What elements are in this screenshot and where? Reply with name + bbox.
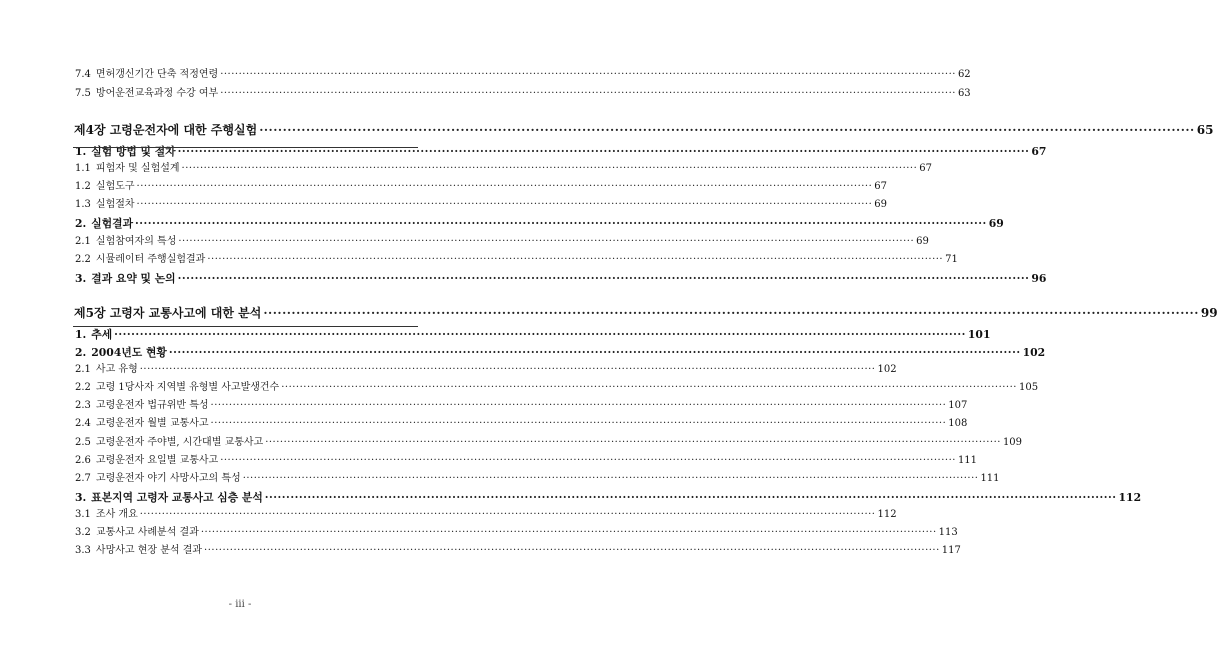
toc-entry-title: 방어운전교육과정 수강 여부 [95, 88, 219, 99]
dot-leader: ········································································································································································································ [139, 509, 876, 520]
toc-entry-page: 111 [980, 473, 1000, 484]
toc-entry-page: 62 [957, 69, 971, 80]
toc-entry-page: 112 [877, 509, 897, 520]
toc-entry-title: 고령운전자 요일별 교통사고 [95, 455, 219, 466]
toc-entry-page: 108 [948, 418, 968, 429]
toc-entry-page: 117 [941, 545, 961, 556]
toc-entry [75, 327, 991, 342]
toc-entry-title: 실험참여자의 특성 [95, 236, 177, 247]
dot-leader: ········································································································································································································ [264, 491, 1117, 504]
toc-entry-title: 고령운전자 월별 교통사고 [95, 418, 209, 429]
toc-entry-number: 3.3 [75, 545, 91, 556]
toc-entry [75, 363, 897, 377]
toc-entry-number: 3. [75, 272, 87, 285]
toc-entry-number: 2.2 [75, 254, 91, 265]
toc-entry-number: 2.2 [75, 382, 91, 393]
toc-entry-page: 69 [916, 236, 929, 247]
toc-entry-number: 2. [75, 217, 87, 230]
dot-leader: ········································································································································································································ [178, 236, 915, 247]
dot-leader: ········································································································································································································ [263, 306, 1199, 320]
toc-entry-page: 102 [1022, 346, 1046, 359]
toc-entry-number: 1.1 [75, 163, 91, 174]
toc-entry [75, 87, 971, 101]
toc-entry-title: 실험결과 [91, 217, 133, 230]
dot-leader: ········································································································································································································ [168, 346, 1021, 359]
dot-leader: ········································································································································································································ [177, 272, 1030, 285]
dot-leader: ········································································································································································································ [220, 455, 956, 466]
toc-entry [75, 381, 1039, 395]
toc-entry-number: 2.6 [75, 455, 91, 466]
toc-entry-title: 사망사고 현장 분석 결과 [95, 545, 203, 556]
toc-entry-title: 표본지역 고령자 교통사고 심층 분석 [91, 491, 263, 504]
toc-entry [74, 122, 1214, 138]
dot-leader: ········································································································································································································ [210, 400, 947, 411]
toc-entry-page: 113 [938, 527, 958, 538]
toc-entry-title: 조사 개요 [95, 509, 138, 520]
toc-entry-page: 67 [919, 163, 933, 174]
toc-entry-title: 피험자 및 실험설계 [95, 163, 180, 174]
dot-leader: ········································································································································································································ [220, 88, 956, 99]
toc-entry-page: 111 [957, 455, 978, 466]
toc-entry [74, 305, 1218, 321]
toc-entry [75, 490, 1142, 505]
toc-entry-page: 63 [957, 88, 971, 99]
toc-entry-title: 고령운전자 주야별, 시간대별 교통사고 [95, 437, 264, 448]
toc-entry-number: 7.4 [75, 69, 91, 80]
toc-entry-title: 결과 요약 및 논의 [91, 272, 176, 285]
toc-entry-title: 사고 유형 [95, 364, 138, 375]
toc-entry-number: 2.7 [75, 473, 91, 484]
dot-leader: ········································································································································································································ [210, 418, 947, 429]
dot-leader: ········································································································································································································ [265, 437, 1001, 448]
toc-entry-page: 109 [1002, 437, 1023, 448]
dot-leader: ········································································································································································································ [220, 69, 956, 80]
toc-entry-number: 1.2 [75, 181, 91, 192]
toc-entry [75, 216, 1004, 231]
toc-entry [75, 198, 888, 212]
toc-entry-number: 1. [75, 145, 87, 158]
toc-entry-page: 67 [874, 181, 888, 192]
toc-entry [75, 271, 1047, 286]
toc-entry-number: 1. [75, 328, 87, 341]
toc-entry [75, 345, 1046, 360]
toc-entry-page: 69 [874, 199, 888, 210]
toc-entry [75, 162, 933, 176]
toc-entry-title: 면허갱신기간 단축 적정연령 [95, 69, 219, 80]
toc-entry-page: 112 [1118, 491, 1142, 504]
dot-leader: ········································································································································································································ [135, 217, 987, 230]
dot-leader: ········································································································································································································ [207, 254, 944, 265]
toc-entry [75, 508, 897, 522]
dot-leader: ········································································································································································································ [204, 545, 940, 556]
toc-entry [75, 436, 1023, 450]
toc-entry-title: 시뮬레이터 주행실험결과 [95, 254, 206, 265]
toc-entry-title: 추세 [91, 328, 113, 341]
toc-entry-title: 고령운전자 법규위반 특성 [95, 400, 209, 411]
toc-entry-title: 실험 방법 및 절차 [91, 145, 176, 158]
toc-entry [75, 454, 978, 468]
toc-entry-title: 제4장 고령운전자에 대한 주행실험 [74, 123, 258, 137]
dot-leader: ········································································································································································································ [114, 328, 966, 341]
dot-leader: ········································································································································································································ [200, 527, 937, 538]
dot-leader: ········································································································································································································ [177, 145, 1030, 158]
toc-entry [75, 68, 971, 82]
toc-entry [75, 417, 968, 431]
toc-entry-number: 1.3 [75, 199, 91, 210]
dot-leader: ········································································································································································································ [259, 123, 1195, 137]
toc-entry-number: 2.3 [75, 400, 91, 411]
toc-entry [75, 253, 958, 267]
toc-entry [75, 472, 1000, 486]
toc-entry-title: 실험절차 [95, 199, 135, 210]
toc-entry-number: 3. [75, 491, 87, 504]
toc-entry-number: 3.1 [75, 509, 91, 520]
toc-entry-title: 2004년도 현황 [91, 346, 167, 359]
toc-entry-title: 고령 1당사자 지역별 유형별 사고발생건수 [95, 382, 280, 393]
toc-entry [75, 180, 888, 194]
toc-entry [75, 399, 968, 413]
toc-entry-title: 교통사고 사례분석 결과 [95, 527, 199, 538]
toc-entry [75, 544, 961, 558]
toc-entry-number: 2.4 [75, 418, 91, 429]
toc-entry-number: 2.1 [75, 364, 91, 375]
chapter-5-divider [73, 326, 418, 327]
chapter-4-divider [73, 147, 418, 148]
dot-leader: ········································································································································································································ [242, 473, 979, 484]
dot-leader: ········································································································································································································ [181, 163, 918, 174]
toc-entry-page: 102 [877, 364, 897, 375]
dot-leader: ········································································································································································································ [139, 364, 876, 375]
toc-entry-page: 71 [945, 254, 958, 265]
toc-entry-page: 99 [1200, 306, 1218, 320]
dot-leader: ········································································································································································································ [136, 181, 873, 192]
toc-entry-page: 101 [967, 328, 991, 341]
toc-entry-page: 107 [948, 400, 968, 411]
dot-leader: ········································································································································································································ [136, 199, 873, 210]
toc-entry-number: 2. [75, 346, 87, 359]
toc-entry [75, 526, 958, 540]
toc-entry-page: 67 [1031, 145, 1047, 158]
toc-entry-number: 3.2 [75, 527, 91, 538]
toc-entry-number: 2.5 [75, 437, 91, 448]
page-number: - iii - [228, 599, 252, 610]
toc-entry-page: 105 [1018, 382, 1039, 393]
toc-entry-page: 65 [1196, 123, 1214, 137]
toc-entry-page: 96 [1031, 272, 1047, 285]
toc-entry-title: 제5장 고령자 교통사고에 대한 분석 [74, 306, 262, 320]
dot-leader: ········································································································································································································ [281, 382, 1017, 393]
toc-entry-number: 2.1 [75, 236, 91, 247]
toc-entry-page: 69 [988, 217, 1004, 230]
toc-entry-title: 실험도구 [95, 181, 135, 192]
toc-entry-number: 7.5 [75, 88, 91, 99]
toc-entry [75, 235, 929, 249]
toc-entry-title: 고령운전자 야기 사망사고의 특성 [95, 473, 241, 484]
